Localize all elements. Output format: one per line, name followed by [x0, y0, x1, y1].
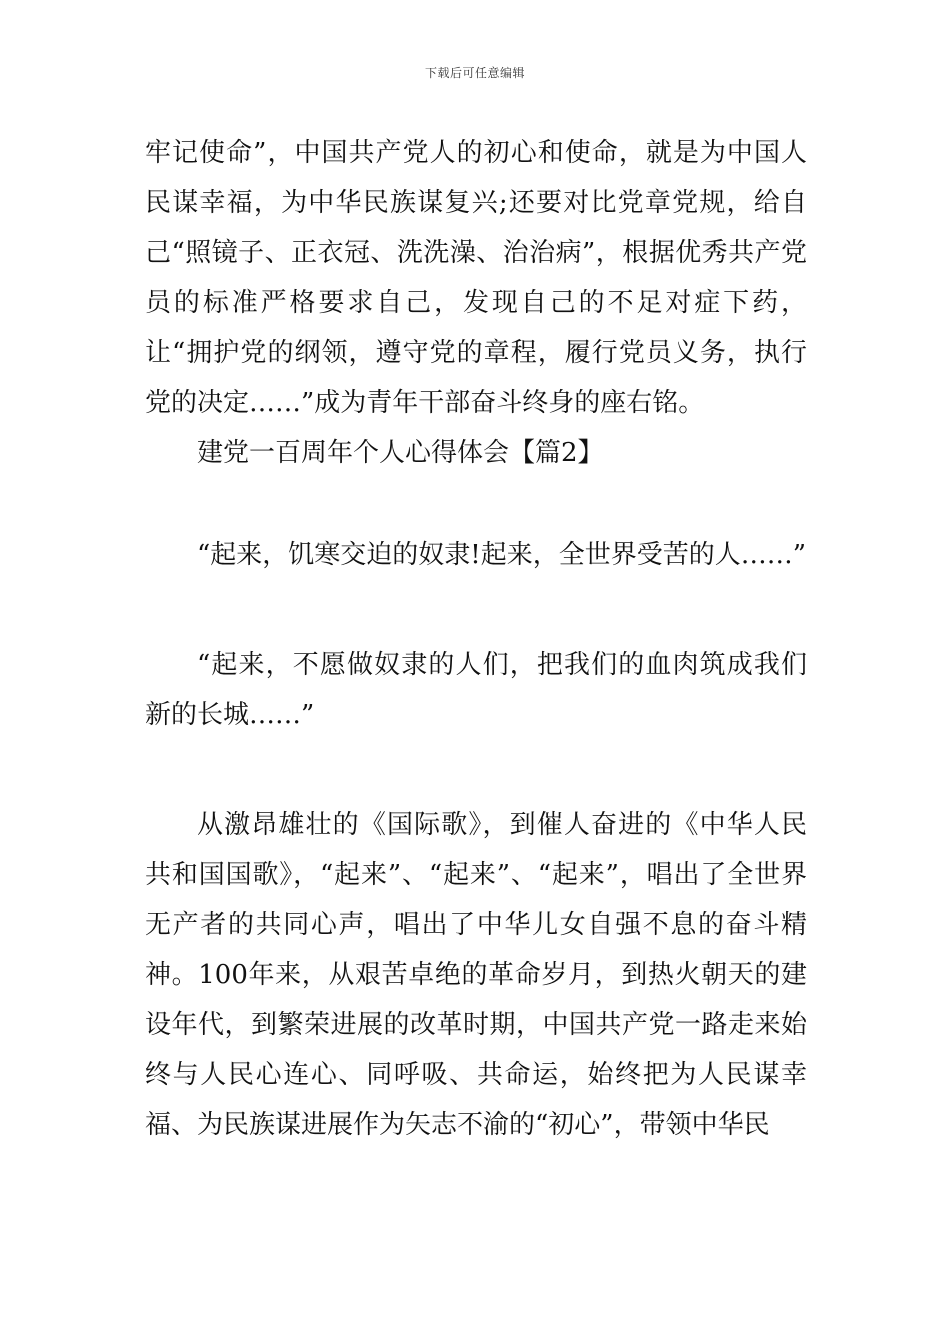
page-header-note: 下载后可任意编辑 [424, 66, 525, 80]
section-heading: 建党一百周年个人心得体会【篇2】 [197, 438, 604, 468]
paragraph-3: “起来，不愿做奴隶的人们，把我们的血肉筑成我们新的长城……” [145, 650, 807, 730]
document-body [145, 128, 807, 1150]
paragraph-2: “起来，饥寒交迫的奴隶!起来，全世界受苦的人……” [197, 540, 807, 570]
paragraph-1: 牢记使命”，中国共产党人的初心和使命，就是为中国人民谋幸福，为中华民族谋复兴;还要对比党章党规，给自己“照镜子、正衣冠、洗洗澡、治治病”，根据优秀共产党员的标准严格要求自己，发现自己的不足对症下药，让“拥护党的纲领，遵守党的章程，履行党员义务，执行党的决定……”成为青年干部奋斗终身的座右铭。 [145, 138, 807, 418]
paragraph-4: 从激昂雄壮的《国际歌》，到催人奋进的《中华人民共和国国歌》，“起来”、“起来”、“起来”，唱出了全世界无产者的共同心声，唱出了中华儿女自强不息的奋斗精神。100年来，从艰苦卓绝的革命岁月，到热火朝天的建设年代，到繁荣进展的改革时期，中国共产党一路走来始终与人民心连心、同呼吸、共命运，始终把为人民谋幸福、为民族谋进展作为矢志不渝的“初心”，带领中华民 [145, 810, 807, 1140]
